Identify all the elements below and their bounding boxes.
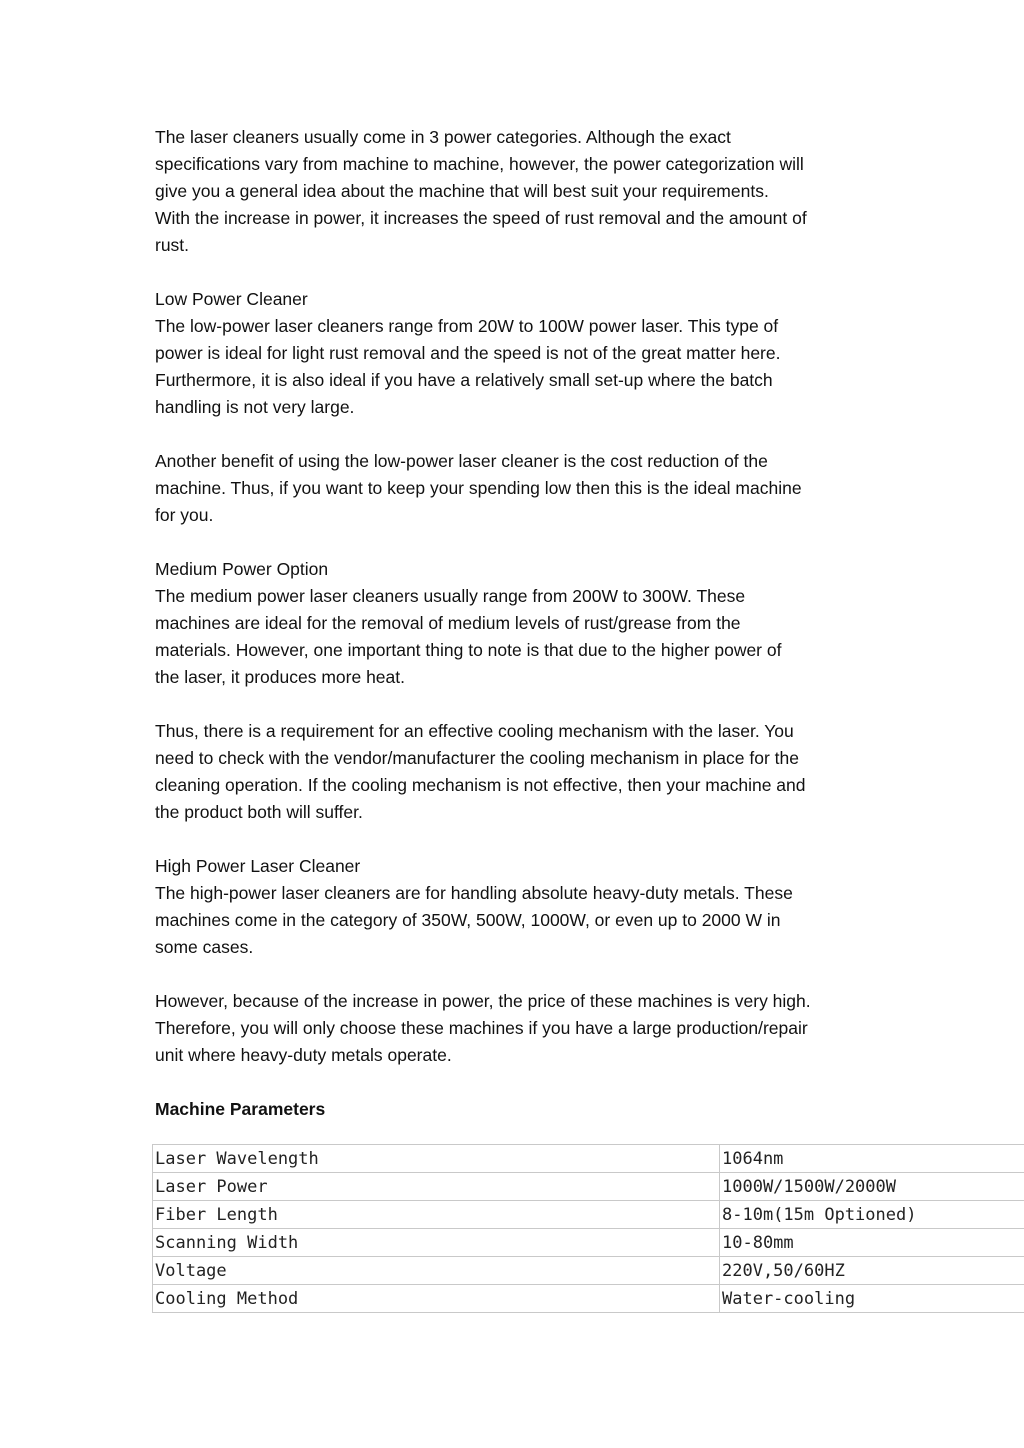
high-power-section bbox=[155, 853, 895, 961]
text-line: Therefore, you will only choose these machines if you have a large production/repair bbox=[155, 1018, 808, 1038]
text-line: rust. bbox=[155, 235, 190, 255]
text-line: Furthermore, it is also ideal if you have a relatively small set-up where the batch bbox=[155, 370, 773, 390]
parameter-name: Voltage bbox=[153, 1257, 720, 1285]
text-line: some cases. bbox=[155, 937, 254, 957]
table-row bbox=[153, 1285, 1024, 1313]
text-line: the laser, it produces more heat. bbox=[155, 667, 405, 687]
table-row bbox=[153, 1173, 1024, 1201]
low-power-paragraph-2 bbox=[155, 448, 895, 529]
text-line: The high-power laser cleaners are for handling absolute heavy-duty metals. These bbox=[155, 883, 793, 903]
document-body bbox=[155, 124, 895, 1123]
parameter-name: Scanning Width bbox=[153, 1229, 720, 1257]
low-power-heading: Low Power Cleaner bbox=[155, 289, 308, 309]
text-line: the product both will suffer. bbox=[155, 802, 363, 822]
text-line: The medium power laser cleaners usually range from 200W to 300W. These bbox=[155, 586, 746, 606]
parameter-name: Laser Power bbox=[153, 1173, 720, 1201]
text-line: Another benefit of using the low-power laser cleaner is the cost reduction of the bbox=[155, 451, 768, 471]
text-line: need to check with the vendor/manufacturer the cooling mechanism in place for the bbox=[155, 748, 799, 768]
text-line: materials. However, one important thing to note is that due to the higher power of bbox=[155, 640, 782, 660]
text-line: handling is not very large. bbox=[155, 397, 355, 417]
medium-power-section bbox=[155, 556, 895, 691]
text-line: cleaning operation. If the cooling mechanism is not effective, then your machine and bbox=[155, 775, 806, 795]
text-line: give you a general idea about the machine that will best suit your requirements. bbox=[155, 181, 769, 201]
text-line: machines come in the category of 350W, 500W, 1000W, or even up to 2000 W in bbox=[155, 910, 781, 930]
table-row bbox=[153, 1257, 1024, 1285]
text-line: unit where heavy-duty metals operate. bbox=[155, 1045, 452, 1065]
text-line: machines are ideal for the removal of medium levels of rust/grease from the bbox=[155, 613, 741, 633]
text-line: Thus, there is a requirement for an effective cooling mechanism with the laser. You bbox=[155, 721, 794, 741]
table-row bbox=[153, 1201, 1024, 1229]
medium-power-heading: Medium Power Option bbox=[155, 559, 329, 579]
medium-power-paragraph-2 bbox=[155, 718, 895, 826]
machine-parameters-title: Machine Parameters bbox=[155, 1099, 326, 1119]
parameter-name: Laser Wavelength bbox=[153, 1145, 720, 1173]
parameter-name: Fiber Length bbox=[153, 1201, 720, 1229]
parameter-name: Cooling Method bbox=[153, 1285, 720, 1313]
text-line: The low-power laser cleaners range from 20W to 100W power laser. This type of bbox=[155, 316, 779, 336]
parameter-value: 1000W/1500W/2000W bbox=[720, 1173, 1024, 1201]
intro-paragraph bbox=[155, 124, 895, 259]
low-power-section bbox=[155, 286, 895, 421]
text-line: With the increase in power, it increases the speed of rust removal and the amount of bbox=[155, 208, 807, 228]
text-line: However, because of the increase in power, the price of these machines is very high. bbox=[155, 991, 811, 1011]
machine-parameters-table bbox=[152, 1144, 1024, 1313]
parameter-value: Water-cooling bbox=[720, 1285, 1024, 1313]
parameter-value: 1064nm bbox=[720, 1145, 1024, 1173]
table-row bbox=[153, 1229, 1024, 1257]
text-line: The laser cleaners usually come in 3 power categories. Although the exact bbox=[155, 127, 731, 147]
text-line: power is ideal for light rust removal and the speed is not of the great matter here. bbox=[155, 343, 781, 363]
table-row bbox=[153, 1145, 1024, 1173]
text-line: for you. bbox=[155, 505, 214, 525]
parameter-value: 220V,50/60HZ bbox=[720, 1257, 1024, 1285]
text-line: specifications vary from machine to machine, however, the power categorization will bbox=[155, 154, 804, 174]
parameter-value: 10-80mm bbox=[720, 1229, 1024, 1257]
high-power-heading: High Power Laser Cleaner bbox=[155, 856, 361, 876]
parameter-value: 8-10m(15m Optioned) bbox=[720, 1201, 1024, 1229]
text-line: machine. Thus, if you want to keep your spending low then this is the ideal machine bbox=[155, 478, 802, 498]
high-power-paragraph-2 bbox=[155, 988, 895, 1069]
